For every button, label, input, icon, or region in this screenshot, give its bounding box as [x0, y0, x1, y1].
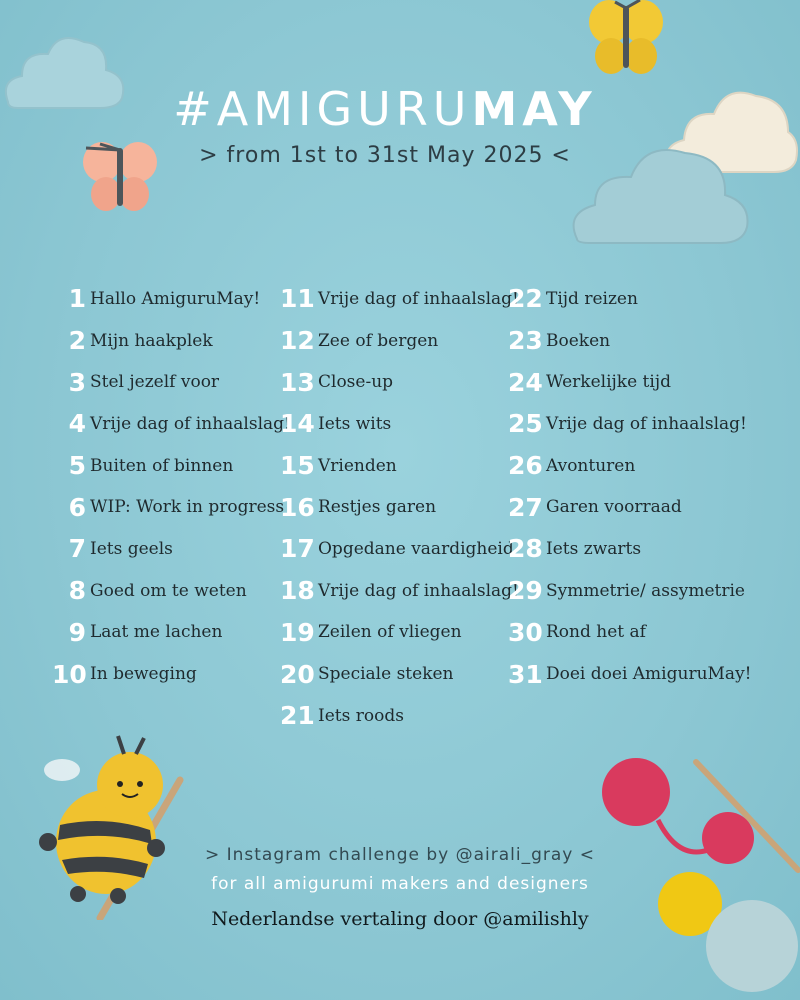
day-number: 14: [280, 409, 315, 439]
day-prompt: Opgedane vaardigheid: [318, 538, 514, 559]
day-number: 28: [508, 534, 543, 564]
audience-line: for all amigurumi makers and designers: [211, 874, 589, 894]
day-number: 17: [280, 534, 315, 564]
day-number: 6: [68, 492, 86, 522]
day-prompt: Boeken: [546, 330, 611, 351]
day-prompt: Iets wits: [318, 413, 392, 434]
day-number: 7: [68, 534, 86, 564]
list-item: [280, 612, 519, 654]
day-list-column-3: [508, 278, 752, 695]
day-prompt: Goed om te weten: [90, 580, 247, 601]
day-prompt: Werkelijke tijd: [546, 372, 671, 393]
day-prompt: Hallo AmiguruMay!: [90, 288, 261, 309]
day-number: 12: [280, 326, 315, 356]
list-item: [280, 320, 519, 362]
day-number: 27: [508, 492, 543, 522]
day-number: 8: [68, 576, 86, 606]
day-prompt: Vrienden: [318, 455, 397, 476]
day-number: 1: [68, 284, 86, 314]
day-number: 24: [508, 367, 543, 397]
title-part-may: MAY: [471, 82, 597, 136]
list-item: [52, 612, 291, 654]
list-item: [280, 278, 519, 320]
day-number: 25: [508, 409, 543, 439]
day-prompt: Iets zwarts: [546, 538, 642, 559]
day-number: 15: [280, 451, 315, 481]
day-number: 13: [280, 367, 315, 397]
list-item: [508, 570, 752, 612]
day-number: 21: [280, 701, 315, 731]
day-number: 31: [508, 659, 543, 689]
day-number: 23: [508, 326, 543, 356]
day-prompt: Stel jezelf voor: [90, 372, 220, 393]
day-prompt: Vrije dag of inhaalslag!: [90, 413, 291, 434]
list-item: [280, 361, 519, 403]
day-number: 9: [68, 617, 86, 647]
title-part-hashtag: #AMIGURU: [173, 82, 472, 136]
list-item: [52, 653, 291, 695]
list-item: [508, 445, 752, 487]
day-prompt: Zeilen of vliegen: [318, 622, 462, 643]
list-item: [508, 278, 752, 320]
day-number: 16: [280, 492, 315, 522]
list-item: [52, 278, 291, 320]
day-prompt: WIP: Work in progress: [90, 497, 285, 518]
day-number: 22: [508, 284, 543, 314]
day-number: 26: [508, 451, 543, 481]
list-item: [508, 653, 752, 695]
list-item: [52, 403, 291, 445]
day-prompt: In beweging: [90, 664, 197, 685]
list-item: [52, 361, 291, 403]
day-number: 5: [68, 451, 86, 481]
day-prompt: Buiten of binnen: [90, 455, 234, 476]
list-item: [280, 653, 519, 695]
day-prompt: Vrije dag of inhaalslag!: [546, 413, 747, 434]
list-item: [280, 403, 519, 445]
list-item: [52, 486, 291, 528]
list-item: [508, 320, 752, 362]
list-item: [280, 528, 519, 570]
day-number: 2: [68, 326, 86, 356]
day-prompt: Avonturen: [546, 455, 636, 476]
day-prompt: Tijd reizen: [546, 288, 638, 309]
butterfly-icon: [585, 0, 670, 82]
page-title: [0, 82, 770, 136]
day-prompt: Doei doei AmiguruMay!: [546, 664, 752, 685]
day-prompt: Mijn haakplek: [90, 330, 213, 351]
day-number: 29: [508, 576, 543, 606]
list-item: [508, 403, 752, 445]
page-subtitle: > from 1st to 31st May 2025 <: [199, 143, 571, 168]
list-item: [508, 612, 752, 654]
list-item: [280, 486, 519, 528]
translation-credit: Nederlandse vertaling door @amilishly: [211, 908, 589, 930]
day-prompt: Garen voorraad: [546, 497, 682, 518]
day-prompt: Vrije dag of inhaalslag!: [318, 288, 519, 309]
day-prompt: Laat me lachen: [90, 622, 223, 643]
list-item: [280, 570, 519, 612]
day-prompt: Iets roods: [318, 705, 404, 726]
day-number: 3: [68, 367, 86, 397]
list-item: [280, 445, 519, 487]
list-item: [508, 528, 752, 570]
day-prompt: Iets geels: [90, 538, 173, 559]
day-number: 30: [508, 617, 543, 647]
day-prompt: Symmetrie/ assymetrie: [546, 580, 745, 601]
list-item: [508, 486, 752, 528]
list-item: [52, 528, 291, 570]
day-number: 10: [52, 659, 87, 689]
day-number: 18: [280, 576, 315, 606]
list-item: [52, 570, 291, 612]
day-prompt: Rond het af: [546, 622, 646, 643]
day-list-column-2: [280, 278, 519, 737]
list-item: [52, 320, 291, 362]
list-item: [508, 361, 752, 403]
day-number: 11: [280, 284, 315, 314]
day-prompt: Vrije dag of inhaalslag!: [318, 580, 519, 601]
list-item: [52, 445, 291, 487]
day-number: 20: [280, 659, 315, 689]
day-prompt: Speciale steken: [318, 664, 454, 685]
day-prompt: Close-up: [318, 372, 394, 393]
day-number: 19: [280, 617, 315, 647]
instagram-credit: > Instagram challenge by @airali_gray <: [204, 845, 596, 865]
day-number: 4: [68, 409, 86, 439]
day-prompt: Restjes garen: [318, 497, 437, 518]
day-list-column-1: [52, 278, 291, 695]
list-item: [280, 695, 519, 737]
day-prompt: Zee of bergen: [318, 330, 439, 351]
